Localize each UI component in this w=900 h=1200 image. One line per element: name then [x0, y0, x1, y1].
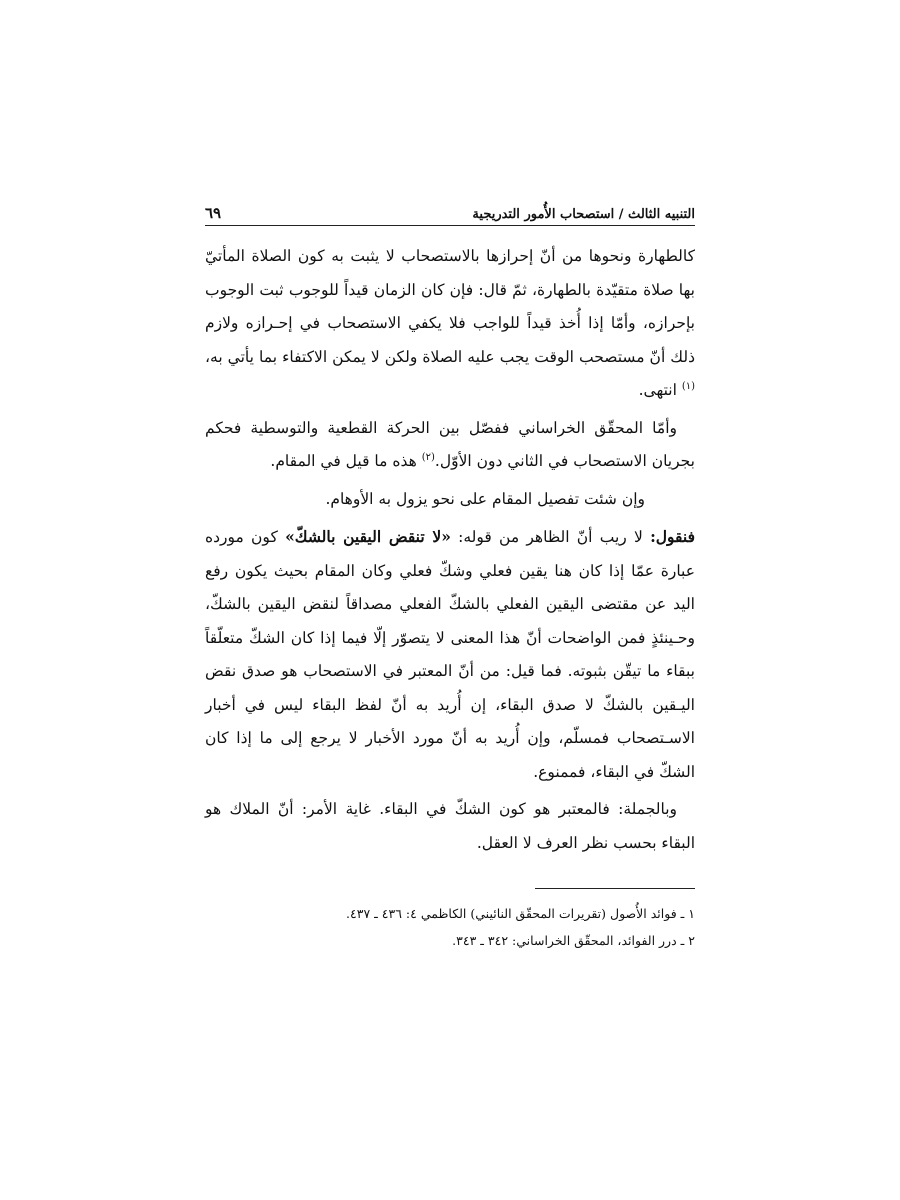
footnote-ref-2[interactable]: (٢) [421, 451, 435, 463]
footnote-2: ٢ ـ درر الفوائد، المحقّق الخراساني: ٣٤٢ ـ ٣٤٣. [452, 933, 695, 948]
footnote-divider [535, 888, 695, 889]
page-number: ٦٩ [205, 204, 222, 222]
paragraph-4-text-b: كون مورده عبارة عمّا إذا كان هنا يقين فعلي وشكّ فعلي وكان المقام بحيث يكون رفع اليد عن مقتضى اليقين الفعلي بالشكّ الفعلي مصداقاً لنقض اليقين بالشكّ، وحـينئذٍ فمن الواضحات أنّ هذا المعنى لا يتصوّر إلّا فيما إذا كان الشكّ متعلّقاً ببقاء ما تيقّن بثبوته. فما قيل: من أنّ المعتبر في الاستصحاب هو صدق نقض اليـقين بالشكّ لا صدق البقاء، إن أُريد به أنّ لفظ البقاء ليس في أخبار الاسـتصحاب فمسلّم، وإن أُريد به أنّ مورد الأخبار لا يرجع إلى ما إذا كان الشكّ في البقاء، فممنوع. [205, 528, 695, 781]
paragraph-4-lead: فنقول: [650, 527, 695, 546]
footnote-ref-1[interactable]: (١) [681, 380, 695, 392]
paragraph-2 [205, 412, 695, 479]
footnote-1: ١ ـ فوائد الأُصول (تقريرات المحقّق النائيني) الكاظمي ٤: ٤٣٦ ـ ٤٣٧. [346, 906, 695, 921]
paragraph-2-text: وأمّا المحقّق الخراساني ففصّل بين الحركة القطعية والتوسطية فحكم بجريان الاستصحاب في الثاني دون الأوّل. [205, 418, 695, 470]
paragraph-2-end: هذه ما قيل في المقام. [270, 452, 422, 470]
body-text [205, 240, 695, 864]
paragraph-4 [205, 520, 695, 789]
hadith-quote: «لا تنقض اليقين بالشكّ» [285, 527, 451, 546]
running-header [205, 200, 695, 226]
paragraph-1-text: كالطهارة ونحوها من أنّ إحرازها بالاستصحاب لا يثبت به كون الصلاة المأتيّ بها صلاة متقيّدة بالطهارة، ثمّ قال: فإن كان الزمان قيداً للوجوب ثبت الوجوب بإحرازه، وأمّا إذا أُخذ قيداً للواجب فلا يكفي الاستصحاب في إحـرازه ولازم ذلك أنّ مستصحب الوقت يجب عليه الصلاة ولكن لا يمكن الاكتفاء بما يأتي به، [205, 247, 695, 366]
paragraph-5: وبالجملة: فالمعتبر هو كون الشكّ في البقاء. غاية الأمر: أنّ الملاك هو البقاء بحسب نظر العرف لا العقل. [205, 800, 695, 852]
paragraph-1-end: انتهى. [638, 381, 682, 399]
paragraph-4-text-a: لا ريب أنّ الظاهر من قوله: [450, 528, 651, 546]
header-title: التنبيه الثالث / استصحاب الأُمور التدريجية [472, 207, 695, 222]
paragraph-3: وإن شئت تفصيل المقام على نحو يزول به الأوهام. [325, 489, 645, 508]
footnotes [205, 900, 695, 954]
paragraph-1 [205, 240, 695, 408]
